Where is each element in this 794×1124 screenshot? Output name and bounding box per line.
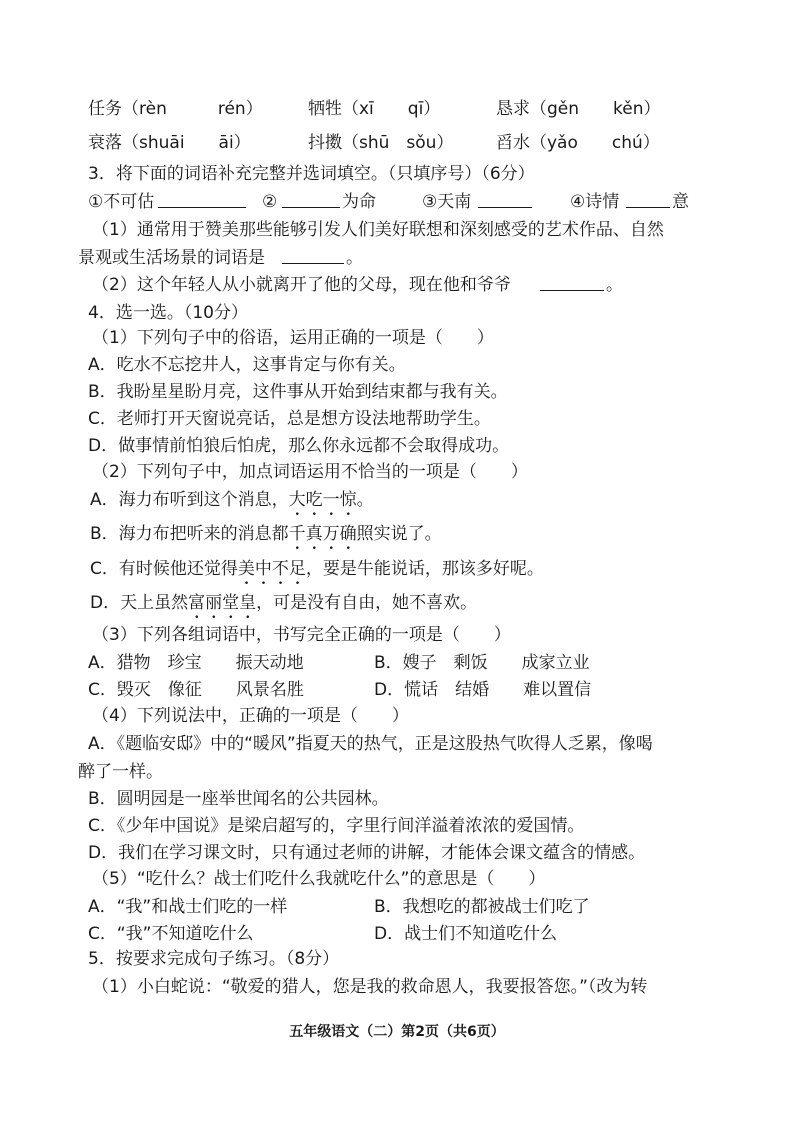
q3-option-3: ③天南: [422, 192, 472, 212]
q4-p1-option-c: C．老师打开天窗说亮话，总是想方设法地帮助学生。: [88, 409, 491, 429]
option-text: ，要是牛能说话，那该多好呢。: [305, 559, 544, 579]
pinyin-word: 抖擞: [308, 133, 342, 153]
option-text: 。: [356, 490, 374, 510]
option-text: D．天上虽然: [90, 593, 189, 613]
option-text: A．海力布听到这个消息，: [90, 490, 289, 510]
q3-title: 3．将下面的词语补充完整并选词填空。（只填序号）（6分）: [88, 164, 535, 184]
pinyin-options: （shuāi āi）: [122, 133, 251, 153]
pinyin-options: （gěn kěn）: [530, 99, 661, 119]
q3-sub1-line1: （1）通常用于赞美那些能够引发人们美好联想和深刻感受的艺术作品、自然: [92, 220, 664, 240]
q4-p4-option-d: D．我们在学习课文时，只有通过老师的讲解，才能体会课文蕴含的情感。: [88, 843, 646, 863]
pinyin-word: 任务: [88, 99, 122, 119]
q4-p4-option-a-line1: A．《题临安邸》中的“暖风”指夏天的热气，正是这股热气吹得人乏累，像喝: [88, 734, 653, 754]
q4-p2-stem: （2）下列句子中，加点词语运用不恰当的一项是（ ）: [92, 462, 528, 482]
q3-option-2-blank[interactable]: [282, 191, 340, 208]
q3-sub1-text: 景观或生活场景的词语是: [78, 248, 265, 268]
pinyin-options: （yǎo chú）: [530, 133, 660, 153]
q4-title: 4．选一选。（10分）: [88, 303, 248, 323]
q3-option-3-blank[interactable]: [478, 191, 532, 208]
page-footer: 五年级语文（二）第2页（共6页）: [289, 1024, 505, 1040]
q3-option-1: ①不可估: [88, 192, 155, 212]
dotted-phrase: 富丽堂皇: [188, 593, 257, 613]
q4-p3-option-d: D．慌话 结婚 难以置信: [374, 680, 592, 700]
q4-p2-option-a: [90, 489, 374, 520]
q3-option-4-blank[interactable]: [626, 191, 670, 208]
q4-p4-stem: （4）下列说法中，正确的一项是（ ）: [92, 706, 409, 726]
option-text: B．海力布把听来的消息都: [90, 524, 289, 544]
q3-option-4: ④诗情: [570, 192, 620, 212]
q3-option-1-blank[interactable]: [158, 191, 246, 208]
q3-option-4-tail: 意: [672, 192, 689, 212]
dotted-phrase: 大吃一惊: [288, 490, 357, 510]
q3-sub2-text: （2）这个年轻人从小就离开了他的父母，现在他和爷爷: [92, 275, 511, 295]
q3-sub1-blank[interactable]: [282, 247, 344, 264]
q4-p1-option-a: A．吃水不忘挖井人，这事肯定与你有关。: [88, 355, 406, 375]
option-text: 照实说了。: [356, 524, 442, 544]
q3-sub2-end: 。: [606, 275, 623, 295]
q4-p4-option-c: C．《少年中国说》是梁启超写的，字里行间洋溢着浓浓的爱国情。: [88, 816, 585, 836]
q4-p5-option-c: C．“我”不知道吃什么: [88, 924, 254, 944]
pinyin-word: 牺牲: [308, 99, 342, 119]
dotted-phrase: 千真万确: [288, 524, 357, 544]
q4-p2-option-c: [90, 558, 544, 589]
q5-title: 5．按要求完成句子练习。（8分）: [88, 949, 340, 969]
q4-p5-option-a: A．“我”和战士们吃的一样: [88, 897, 288, 917]
q3-option-2: ②: [262, 192, 278, 212]
q4-p5-stem: （5）“吃什么？战士们吃什么我就吃什么”的意思是（ ）: [92, 869, 546, 889]
q5-sub1: （1）小白蛇说：“敬爱的猎人，您是我的救命恩人，我要报答您。”（改为转: [92, 977, 648, 997]
q4-p1-option-b: B．我盼星星盼月亮，这件事从开始到结束都与我有关。: [88, 382, 508, 402]
q4-p4-option-b: B．圆明园是一座举世闻名的公共园林。: [88, 789, 389, 809]
q4-p3-option-b: B．嫂子 剩饭 成家立业: [374, 653, 590, 673]
q4-p1-option-d: D．做事情前怕狼后怕虎，那么你永远都不会取得成功。: [88, 436, 510, 456]
q4-p2-option-b: [90, 523, 442, 554]
pinyin-options: （xī qī）: [342, 99, 441, 119]
pinyin-options: （rèn rén）: [122, 99, 263, 119]
q4-p1-stem: （1）下列句子中的俗语，运用正确的一项是（ ）: [92, 328, 494, 348]
q4-p3-stem: （3）下列各组词语中，书写完全正确的一项是（ ）: [92, 625, 511, 645]
pinyin-word: 恳求: [496, 99, 530, 119]
pinyin-word: 衰落: [88, 133, 122, 153]
q3-sub2-blank[interactable]: [540, 274, 604, 291]
q3-sub1-end: 。: [346, 248, 363, 268]
option-text: ，可是没有自由，她不喜欢。: [256, 593, 478, 613]
q4-p2-option-d: [90, 592, 477, 623]
pinyin-options: （shū sǒu）: [342, 133, 454, 153]
q4-p4-option-a-line2: 醉了一样。: [78, 762, 163, 782]
q4-p5-option-d: D．战士们不知道吃什么: [374, 924, 558, 944]
option-text: C．有时候他还觉得: [90, 559, 238, 579]
q3-option-2-tail: 为命: [342, 192, 376, 212]
q4-p3-option-a: A．猎物 珍宝 振天动地: [88, 653, 304, 673]
q4-p3-option-c: C．毁灭 像征 风景名胜: [88, 680, 304, 700]
q4-p5-option-b: B．我想吃的都被战士们吃了: [374, 897, 590, 917]
dotted-phrase: 美中不足: [237, 559, 306, 579]
pinyin-word: 舀水: [496, 133, 530, 153]
